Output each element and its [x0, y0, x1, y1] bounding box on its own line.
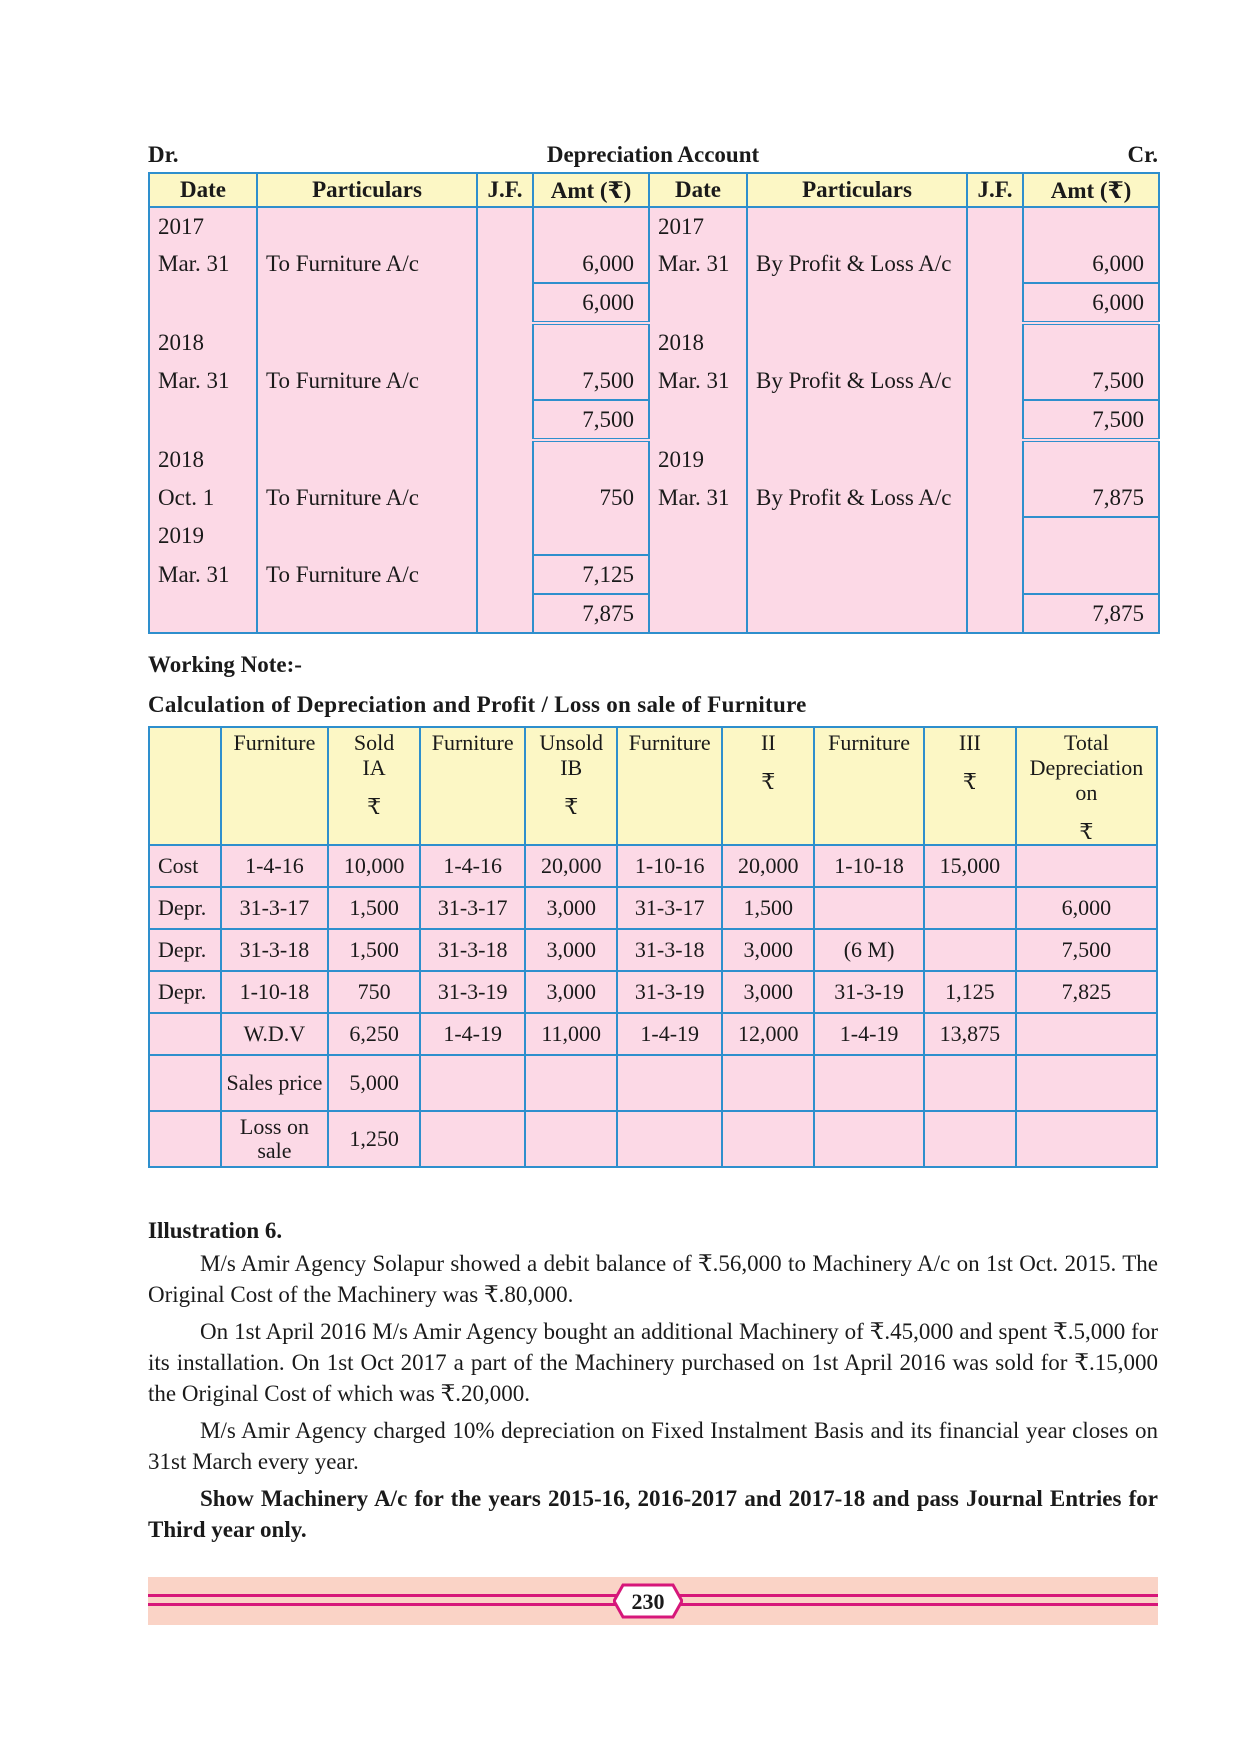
- ledger-cell: [533, 207, 649, 245]
- calc-cell: 10,000: [328, 845, 420, 887]
- ledger-header-cell: J.F.: [967, 173, 1023, 207]
- ledger-cell: [967, 594, 1023, 633]
- calc-cell: 3,000: [722, 929, 814, 971]
- ledger-cell: By Profit & Loss A/c: [747, 479, 967, 517]
- ledger-cell: [649, 555, 747, 594]
- calc-cell: Sales price: [221, 1055, 329, 1111]
- ledger-cell: [1023, 207, 1159, 245]
- calc-cell: [149, 1013, 221, 1055]
- ledger-cell: [257, 594, 477, 633]
- ledger-row: [149, 362, 1159, 400]
- ledger-cell: [649, 283, 747, 323]
- calc-cell: (6 M): [814, 929, 924, 971]
- ledger-cell: [967, 517, 1023, 555]
- calc-cell: [617, 1111, 722, 1167]
- ledger-cell: [257, 400, 477, 440]
- ledger-row: [149, 479, 1159, 517]
- depreciation-ledger-table: [148, 172, 1160, 634]
- calc-cell: Depr.: [149, 929, 221, 971]
- page-number-badge: [613, 1583, 683, 1619]
- calc-header-row: [149, 727, 1157, 845]
- calc-cell: [814, 1055, 924, 1111]
- ledger-cell: [967, 323, 1023, 362]
- calc-header-cell: [814, 727, 924, 845]
- ledger-cell: [477, 479, 533, 517]
- calc-cell: Loss on sale: [221, 1111, 329, 1167]
- ledger-row: [149, 245, 1159, 283]
- rupee-symbol: ₹: [761, 769, 776, 794]
- ledger-cell: Mar. 31: [649, 245, 747, 283]
- calc-cell: 31-3-17: [617, 887, 722, 929]
- ledger-cell: To Furniture A/c: [257, 362, 477, 400]
- furniture-calculation-table: [148, 726, 1158, 1168]
- ledger-title: Depreciation Account: [546, 142, 760, 167]
- calc-row: [149, 1013, 1157, 1055]
- ledger-cell: 750: [533, 479, 649, 517]
- ledger-cell: [533, 323, 649, 362]
- calc-header-line: Sold: [353, 730, 395, 755]
- calc-header-cell: [1016, 727, 1157, 845]
- ledger-cell: 6,000: [1023, 245, 1159, 283]
- ledger-cell: 7,500: [533, 362, 649, 400]
- ledger-cell: [967, 207, 1023, 245]
- page-content: [148, 138, 1158, 1551]
- ledger-cell: [477, 283, 533, 323]
- ledger-cell: To Furniture A/c: [257, 555, 477, 594]
- ledger-cell: [649, 594, 747, 633]
- rupee-symbol: ₹: [564, 794, 579, 819]
- ledger-header-cell: J.F.: [477, 173, 533, 207]
- calc-cell: 15,000: [924, 845, 1016, 887]
- calc-header-line: IA: [362, 755, 386, 780]
- calc-cell: 31-3-18: [221, 929, 329, 971]
- calc-header-line: Depreciation: [1029, 755, 1144, 780]
- ledger-cell: [257, 517, 477, 555]
- calc-header-line: IB: [560, 755, 583, 780]
- ledger-cell: Mar. 31: [149, 362, 257, 400]
- ledger-cell: [967, 440, 1023, 479]
- ledger-cell: [649, 517, 747, 555]
- ledger-cell: To Furniture A/c: [257, 245, 477, 283]
- calc-row: [149, 1111, 1157, 1167]
- calc-cell: [420, 1055, 525, 1111]
- ledger-cell: [257, 283, 477, 323]
- calc-cell: 1,250: [328, 1111, 420, 1167]
- ledger-row: [149, 323, 1159, 362]
- calc-cell: 3,000: [525, 971, 617, 1013]
- calc-row: [149, 971, 1157, 1013]
- ledger-cell: [257, 440, 477, 479]
- calc-cell: W.D.V: [221, 1013, 329, 1055]
- ledger-cell: [747, 594, 967, 633]
- ledger-cell: 6,000: [533, 283, 649, 323]
- calc-cell: 3,000: [525, 929, 617, 971]
- ledger-cell: Mar. 31: [149, 245, 257, 283]
- ledger-cell: 7,875: [533, 594, 649, 633]
- rupee-symbol: ₹: [962, 769, 977, 794]
- calc-cell: 3,000: [525, 887, 617, 929]
- illustration-paragraph: M/s Amir Agency charged 10% depreciation on Fixed Instalment Basis and its financial year closes on 31st March every year.: [148, 1418, 1158, 1474]
- ledger-cell: 2018: [149, 440, 257, 479]
- ledger-header-cell: Particulars: [257, 173, 477, 207]
- calc-cell: 1-4-16: [221, 845, 329, 887]
- calc-cell: 31-3-18: [617, 929, 722, 971]
- calc-header-line: Furniture: [233, 730, 316, 755]
- ledger-cell: [533, 517, 649, 555]
- ledger-cell: 2019: [149, 517, 257, 555]
- illustration-heading: Illustration 6.: [148, 1218, 283, 1243]
- calc-cell: [525, 1055, 617, 1111]
- calc-header-cell: [149, 727, 221, 845]
- ledger-cell: [1023, 555, 1159, 594]
- calc-row: [149, 887, 1157, 929]
- calc-row: [149, 845, 1157, 887]
- ledger-header-cell: Amt (₹): [1023, 173, 1159, 207]
- ledger-cell: Oct. 1: [149, 479, 257, 517]
- ledger-cell: 2018: [649, 323, 747, 362]
- ledger-cell: 2018: [149, 323, 257, 362]
- calc-cell: 31-3-18: [420, 929, 525, 971]
- calc-header-cell: [221, 727, 329, 845]
- ledger-cell: 7,875: [1023, 479, 1159, 517]
- calc-cell: Depr.: [149, 887, 221, 929]
- ledger-cell: [149, 594, 257, 633]
- calc-cell: 5,000: [328, 1055, 420, 1111]
- calc-cell: 750: [328, 971, 420, 1013]
- calc-cell: 1-10-18: [221, 971, 329, 1013]
- illustration-paragraph: On 1st April 2016 M/s Amir Agency bought an additional Machinery of ₹.45,000 and spent ₹.5,000 for its installation. On 1st Oct 2017 a part of the Machinery purchased on 1st April 2016 was sold for ₹.15,000 the Original Cost of which was ₹.20,000.: [148, 1319, 1158, 1406]
- ledger-cell: [149, 283, 257, 323]
- calc-cell: 31-3-19: [420, 971, 525, 1013]
- calc-header-cell: [328, 727, 420, 845]
- illustration-question: Show Machinery A/c for the years 2015-16, 2016-2017 and 2017-18 and pass Journal Entries for Third year only.: [148, 1486, 1158, 1542]
- calc-cell: [722, 1111, 814, 1167]
- ledger-row: [149, 207, 1159, 245]
- calc-cell: 1-4-16: [420, 845, 525, 887]
- ledger-cell: [967, 245, 1023, 283]
- ledger-cell: Mar. 31: [649, 362, 747, 400]
- ledger-cell: [1023, 440, 1159, 479]
- calc-cell: 31-3-19: [617, 971, 722, 1013]
- ledger-cell: [477, 207, 533, 245]
- calc-cell: 1-10-16: [617, 845, 722, 887]
- calc-cell: 20,000: [722, 845, 814, 887]
- ledger-cell: Mar. 31: [149, 555, 257, 594]
- calc-cell: 1-4-19: [420, 1013, 525, 1055]
- calc-header-line: Furniture: [628, 730, 711, 755]
- ledger-cell: By Profit & Loss A/c: [747, 245, 967, 283]
- calc-cell: 12,000: [722, 1013, 814, 1055]
- ledger-cell: [747, 283, 967, 323]
- calc-cell: [1016, 845, 1157, 887]
- calc-header-line: III: [958, 730, 981, 755]
- ledger-cell: 7,500: [1023, 362, 1159, 400]
- calc-cell: 31-3-17: [420, 887, 525, 929]
- calc-cell: [722, 1055, 814, 1111]
- calc-cell: 13,875: [924, 1013, 1016, 1055]
- ledger-cell: [257, 207, 477, 245]
- ledger-cell: [967, 400, 1023, 440]
- ledger-cell: [477, 400, 533, 440]
- ledger-cell: [747, 207, 967, 245]
- calc-cell: 1-4-19: [617, 1013, 722, 1055]
- ledger-row: [149, 594, 1159, 633]
- calc-header-cell: [420, 727, 525, 845]
- calc-cell: 6,250: [328, 1013, 420, 1055]
- calc-row: [149, 1055, 1157, 1111]
- calc-cell: 20,000: [525, 845, 617, 887]
- credit-label: Cr.: [1127, 142, 1158, 167]
- rupee-symbol: ₹: [367, 794, 382, 819]
- ledger-row: [149, 517, 1159, 555]
- calc-cell: 11,000: [525, 1013, 617, 1055]
- ledger-header-row: [149, 173, 1159, 207]
- ledger-cell: [533, 440, 649, 479]
- ledger-header-cell: Date: [649, 173, 747, 207]
- ledger-cell: [477, 440, 533, 479]
- calc-cell: [149, 1055, 221, 1111]
- ledger-cell: [967, 283, 1023, 323]
- ledger-cell: [747, 440, 967, 479]
- ledger-cell: By Profit & Loss A/c: [747, 362, 967, 400]
- ledger-cell: [1023, 517, 1159, 555]
- calc-cell: 1,500: [328, 929, 420, 971]
- working-note-heading: Working Note:-: [148, 652, 302, 677]
- calc-cell: 1,125: [924, 971, 1016, 1013]
- calc-header-line: Total: [1063, 730, 1109, 755]
- calc-row: [149, 929, 1157, 971]
- calc-cell: 7,500: [1016, 929, 1157, 971]
- calc-cell: 1-10-18: [814, 845, 924, 887]
- page-footer: [148, 1577, 1158, 1625]
- ledger-header-cell: Date: [149, 173, 257, 207]
- calc-header-line: on: [1075, 780, 1098, 805]
- ledger-cell: [747, 400, 967, 440]
- ledger-cell: [967, 362, 1023, 400]
- ledger-cell: 7,500: [1023, 400, 1159, 440]
- calc-cell: [525, 1111, 617, 1167]
- calc-cell: 1-4-19: [814, 1013, 924, 1055]
- ledger-cell: [649, 400, 747, 440]
- ledger-cell: [477, 245, 533, 283]
- ledger-header-cell: Particulars: [747, 173, 967, 207]
- ledger-heading: [148, 138, 1158, 172]
- ledger-cell: 7,875: [1023, 594, 1159, 633]
- calc-header-line: Furniture: [431, 730, 514, 755]
- ledger-cell: [477, 323, 533, 362]
- ledger-cell: [747, 555, 967, 594]
- ledger-cell: [477, 517, 533, 555]
- ledger-cell: 6,000: [533, 245, 649, 283]
- calc-header-line: II: [760, 730, 776, 755]
- ledger-cell: Mar. 31: [649, 479, 747, 517]
- calc-cell: [1016, 1111, 1157, 1167]
- page-number: 230: [631, 1589, 665, 1614]
- debit-label: Dr.: [148, 142, 179, 167]
- ledger-cell: 6,000: [1023, 283, 1159, 323]
- calc-header-cell: [722, 727, 814, 845]
- calc-cell: 7,825: [1016, 971, 1157, 1013]
- ledger-cell: [967, 555, 1023, 594]
- calc-cell: [420, 1111, 525, 1167]
- calc-header-cell: [525, 727, 617, 845]
- ledger-row: [149, 555, 1159, 594]
- ledger-row: [149, 440, 1159, 479]
- calculation-heading: Calculation of Depreciation and Profit / Loss on sale of Furniture: [148, 692, 807, 717]
- calc-header-line: Furniture: [828, 730, 911, 755]
- ledger-cell: [1023, 323, 1159, 362]
- ledger-cell: 2017: [149, 207, 257, 245]
- ledger-cell: [747, 517, 967, 555]
- ledger-row: [149, 283, 1159, 323]
- calc-header-cell: [924, 727, 1016, 845]
- calc-cell: 31-3-17: [221, 887, 329, 929]
- calc-cell: 3,000: [722, 971, 814, 1013]
- ledger-cell: [477, 555, 533, 594]
- calc-header-cell: [617, 727, 722, 845]
- ledger-cell: [747, 323, 967, 362]
- calc-cell: [814, 887, 924, 929]
- calc-cell: [1016, 1013, 1157, 1055]
- ledger-cell: 2017: [649, 207, 747, 245]
- ledger-cell: To Furniture A/c: [257, 479, 477, 517]
- calc-cell: [924, 1055, 1016, 1111]
- calc-cell: [617, 1055, 722, 1111]
- calc-header-line: Unsold: [539, 730, 603, 755]
- calc-cell: [149, 1111, 221, 1167]
- ledger-header-cell: Amt (₹): [533, 173, 649, 207]
- calc-cell: 1,500: [722, 887, 814, 929]
- ledger-cell: [149, 400, 257, 440]
- calc-cell: 6,000: [1016, 887, 1157, 929]
- calc-cell: 1,500: [328, 887, 420, 929]
- ledger-cell: 7,500: [533, 400, 649, 440]
- rupee-symbol: ₹: [1079, 819, 1094, 844]
- ledger-cell: [257, 323, 477, 362]
- illustration-paragraph: M/s Amir Agency Solapur showed a debit balance of ₹.56,000 to Machinery A/c on 1st Oct. 2015. The Original Cost of the Machinery was ₹.80,000.: [148, 1251, 1158, 1307]
- calc-cell: Depr.: [149, 971, 221, 1013]
- ledger-cell: 7,125: [533, 555, 649, 594]
- calc-cell: [814, 1111, 924, 1167]
- calc-cell: [924, 929, 1016, 971]
- calc-cell: Cost: [149, 845, 221, 887]
- ledger-cell: 2019: [649, 440, 747, 479]
- calc-cell: [924, 1111, 1016, 1167]
- ledger-cell: [967, 479, 1023, 517]
- calc-cell: [1016, 1055, 1157, 1111]
- calc-cell: 31-3-19: [814, 971, 924, 1013]
- calc-cell: [924, 887, 1016, 929]
- ledger-row: [149, 400, 1159, 440]
- ledger-cell: [477, 594, 533, 633]
- ledger-cell: [477, 362, 533, 400]
